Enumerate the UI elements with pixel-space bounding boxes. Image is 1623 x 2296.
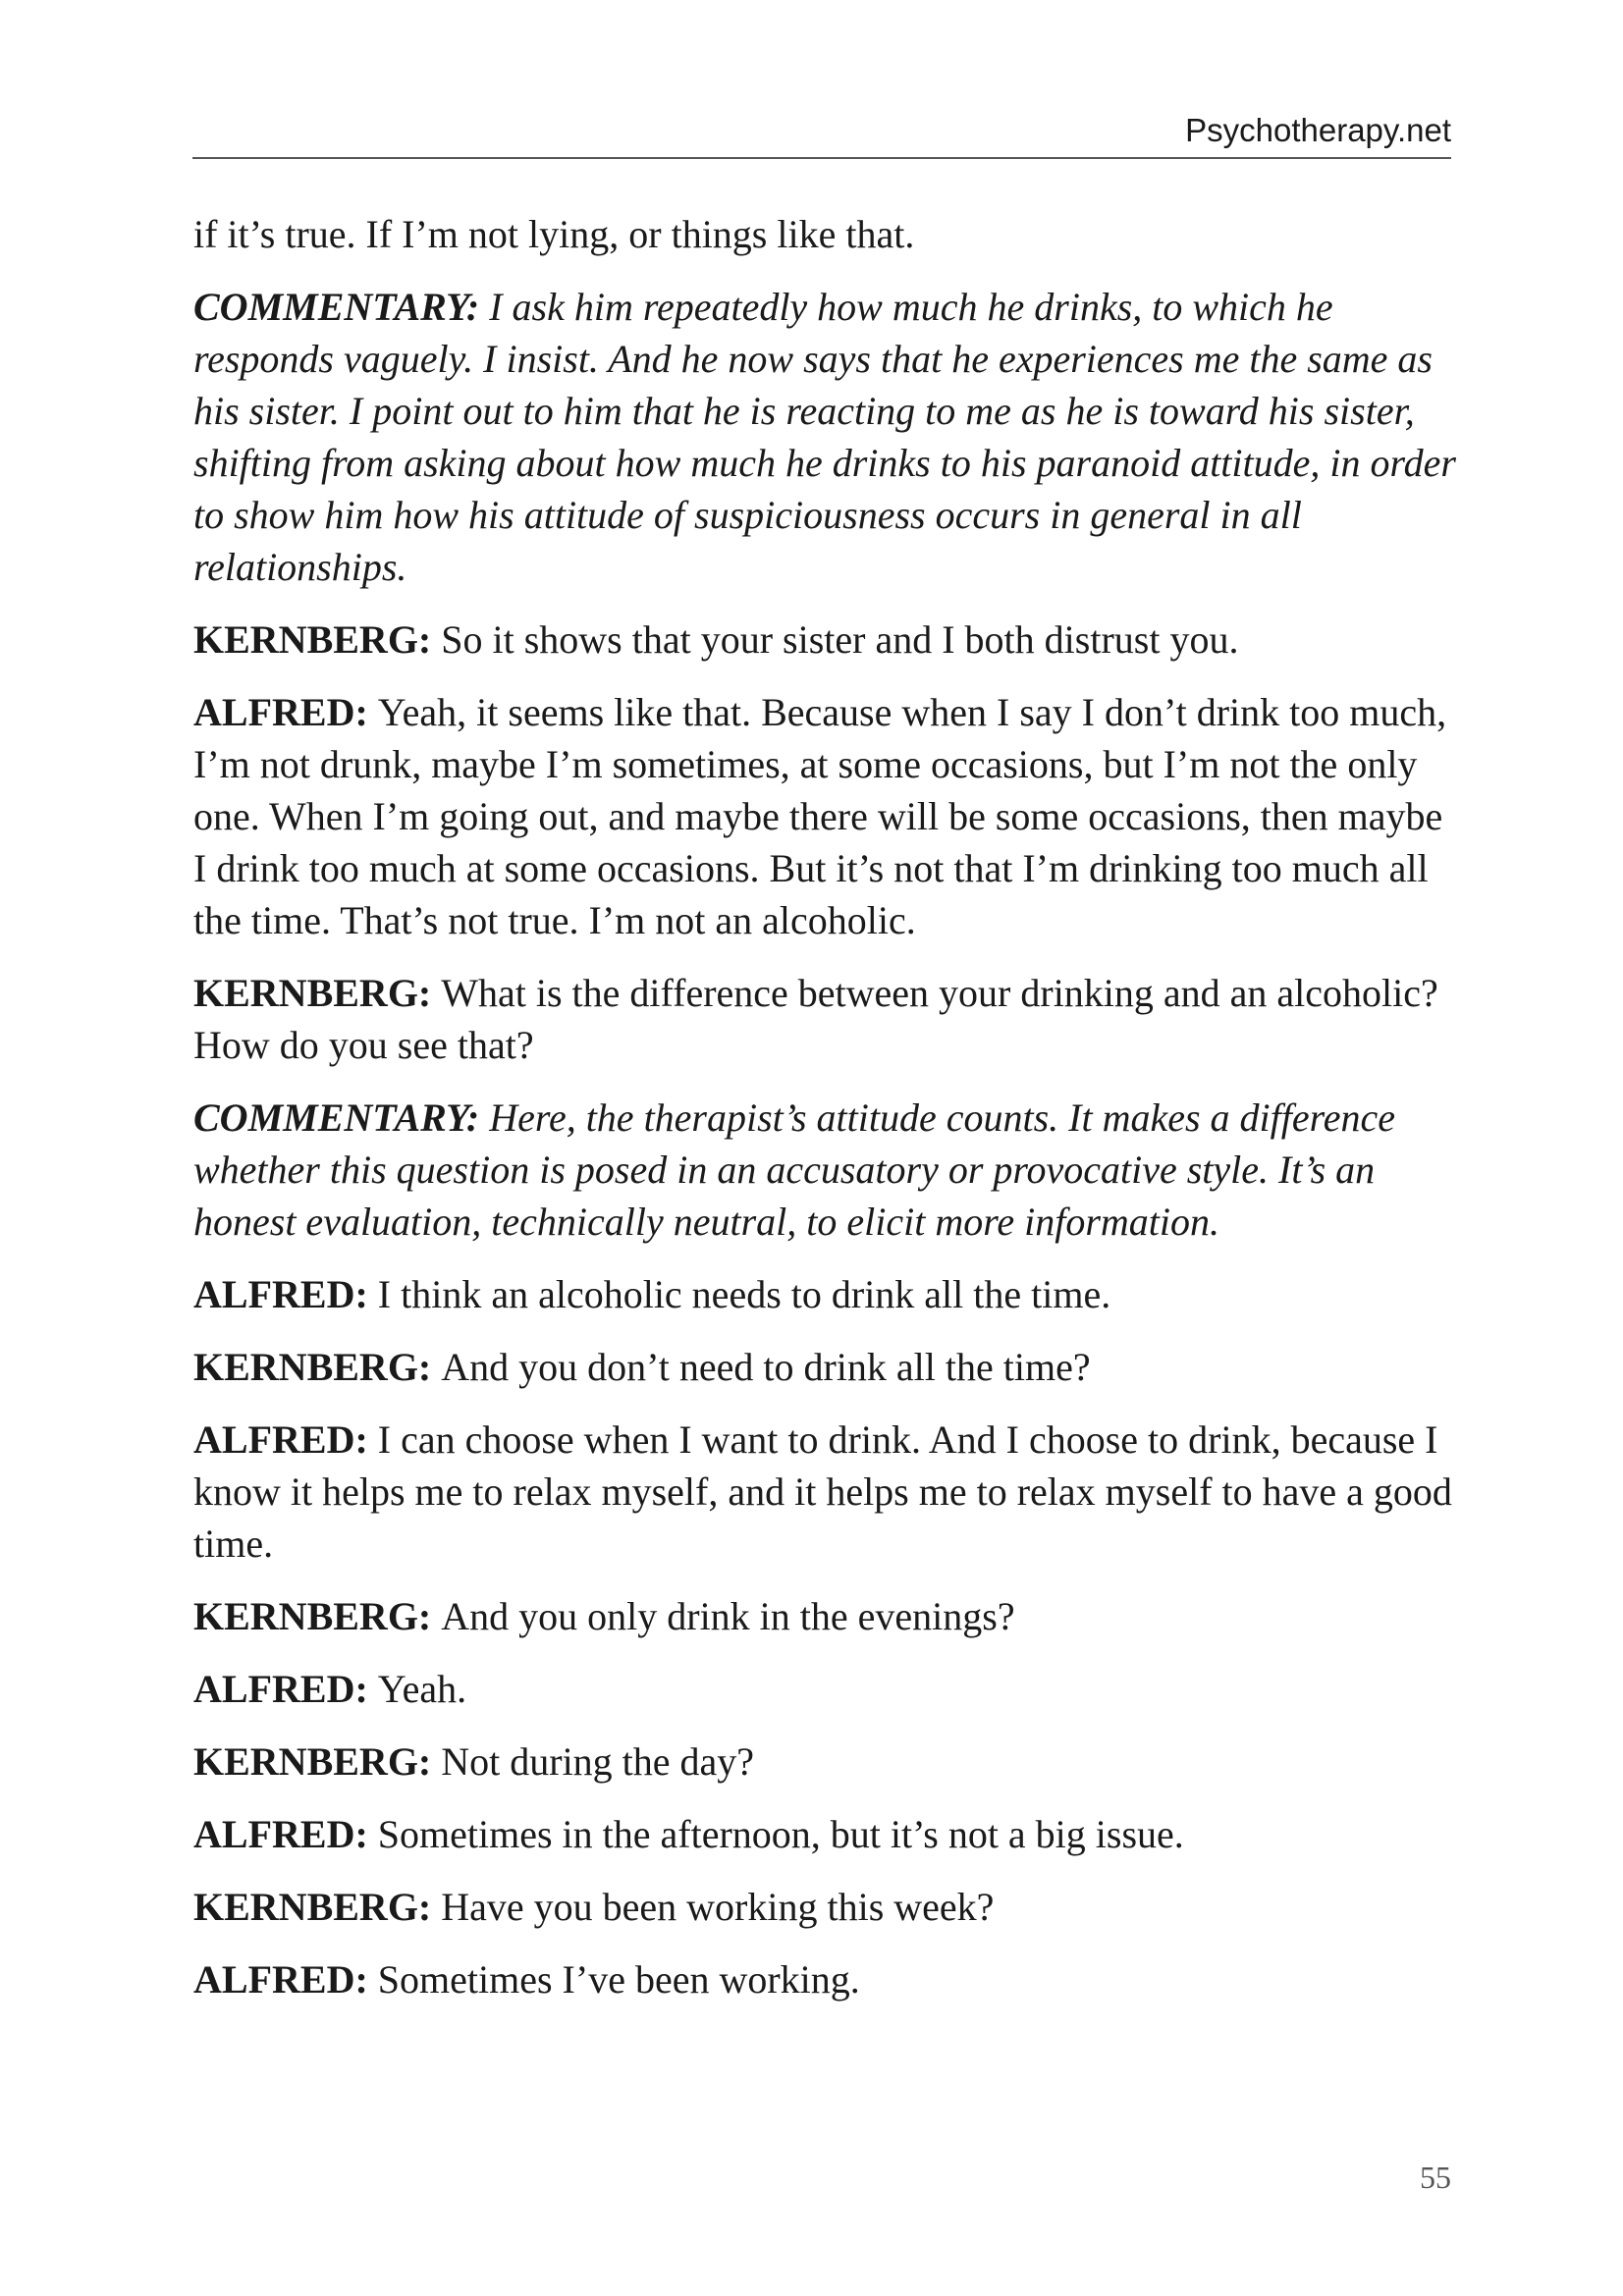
transcript-paragraph-10 [193,1590,1460,1642]
speaker-label: ALFRED: [193,1957,368,2002]
paragraph-text: I think an alcoholic needs to drink all the time. [377,1272,1111,1316]
paragraph-text: Sometimes in the afternoon, but it’s not a big issue. [377,1812,1184,1856]
paragraph-text: Yeah, it seems like that. Because when I say I don’t drink too much, I’m not drunk, maybe I’m sometimes, at some occasions, but I’m not the only one. When I’m going out, and maybe there will be some occasions, then maybe I drink too much at some occasions. But it’s not that I’m drinking too much all the time. That’s not true. I’m not an alcoholic. [193,690,1447,942]
paragraph-text: What is the difference between your drinking and an alcoholic? How do you see that? [193,971,1438,1067]
transcript-paragraph-12 [193,1735,1460,1788]
transcript-paragraph-7 [193,1268,1460,1320]
paragraph-text: And you don’t need to drink all the time? [441,1345,1091,1389]
paragraph-text: Sometimes I’ve been working. [377,1957,860,2002]
paragraph-text: Yeah. [377,1667,467,1711]
paragraph-text: So it shows that your sister and I both distrust you. [441,617,1239,662]
speaker-label: KERNBERG: [193,1885,432,1929]
transcript-body [193,208,1460,2026]
speaker-label: KERNBERG: [193,1594,432,1638]
header-site-name: Psychotherapy.net [1185,112,1451,148]
speaker-label: KERNBERG: [193,971,432,1015]
speaker-label: ALFRED: [193,1272,368,1316]
transcript-paragraph-15 [193,1953,1460,2005]
transcript-paragraph-1 [193,208,1460,260]
paragraph-text: Have you been working this week? [441,1885,995,1929]
paragraph-text: Here, the therapist’s attitude counts. It makes a difference whether this question is posed in an accusatory or provocative style. It’s an honest evaluation, technically neutral, to elicit more information. [193,1095,1395,1244]
paragraph-text: I ask him repeatedly how much he drinks, to which he responds vaguely. I insist. And he now says that he experiences me the same as his sister. I point out to him that he is reacting to me as he is toward his sister, shifting from asking about how much he drinks to his paranoid attitude, in order to show him how his attitude of suspiciousness occurs in general in all relationships. [193,285,1456,589]
transcript-paragraph-13 [193,1808,1460,1860]
transcript-paragraph-4 [193,686,1460,946]
transcript-paragraph-14 [193,1881,1460,1933]
speaker-label: COMMENTARY: [193,1095,480,1140]
paragraph-text: I can choose when I want to drink. And I choose to drink, because I know it helps me to relax myself, and it helps me to relax myself to have a good time. [193,1417,1452,1566]
transcript-paragraph-11 [193,1663,1460,1715]
paragraph-text: if it’s true. If I’m not lying, or things like that. [193,212,915,256]
transcript-paragraph-5 [193,967,1460,1071]
paragraph-text: And you only drink in the evenings? [441,1594,1015,1638]
speaker-label: KERNBERG: [193,1345,432,1389]
speaker-label: KERNBERG: [193,617,432,662]
paragraph-text: Not during the day? [441,1739,755,1784]
running-head [192,110,1451,159]
speaker-label: ALFRED: [193,1667,368,1711]
speaker-label: COMMENTARY: [193,285,480,329]
speaker-label: ALFRED: [193,1812,368,1856]
speaker-label: ALFRED: [193,1417,368,1462]
transcript-paragraph-3 [193,614,1460,666]
transcript-paragraph-8 [193,1341,1460,1393]
transcript-paragraph-9 [193,1414,1460,1570]
speaker-label: KERNBERG: [193,1739,432,1784]
commentary-paragraph-1 [193,281,1460,593]
page-number: 55 [1420,2160,1451,2195]
speaker-label: ALFRED: [193,690,368,734]
commentary-paragraph-2 [193,1092,1460,1248]
